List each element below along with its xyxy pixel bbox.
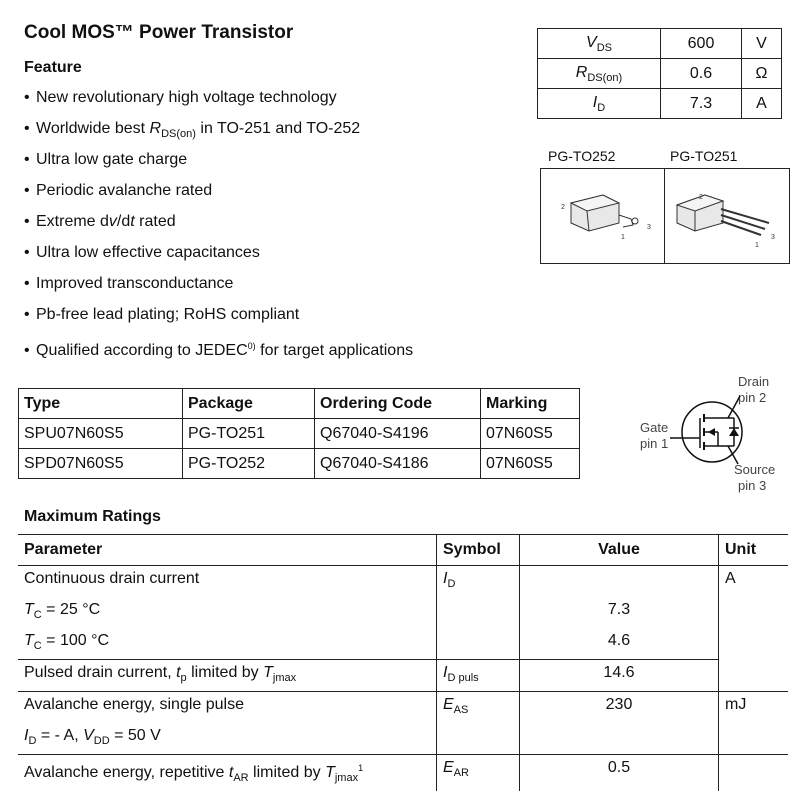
package-images <box>540 168 790 264</box>
table-row: SPU07N60S5 PG-TO251 Q67040-S4196 07N60S5 <box>19 419 580 449</box>
max-ratings-heading: Maximum Ratings <box>24 508 161 525</box>
feature-item: • Extreme dv/dt rated <box>24 213 176 230</box>
page-title: Cool MOS™ Power Transistor <box>24 22 294 43</box>
table-row: $T_C = 25$ °C 7.3 <box>18 597 788 628</box>
feature-item: • Ultra low effective capacitances <box>24 244 260 261</box>
package-label-to251: PG-TO251 <box>670 148 738 164</box>
package-label-to252: PG-TO252 <box>548 148 616 164</box>
svg-text:1: 1 <box>755 242 759 249</box>
feature-item: • Pb-free lead plating; RoHS compliant <box>24 306 300 323</box>
feature-item: • New revolutionary high voltage technology <box>24 89 337 106</box>
feature-item: • Qualified according to JEDEC$^{0)}$ for target applications <box>24 341 414 359</box>
mosfet-symbol <box>630 370 795 500</box>
drain-pin-label: pin 2 <box>738 390 767 405</box>
svg-text:2: 2 <box>699 194 703 201</box>
ordering-table <box>18 388 580 479</box>
svg-text:3: 3 <box>771 234 775 241</box>
table-row: $I_D$ = - A, $V_{DD} = 50$ V <box>18 723 788 755</box>
feature-item: • Improved transconductance <box>24 275 234 292</box>
feature-item: • Periodic avalanche rated <box>24 182 213 199</box>
source-label: Source <box>734 462 776 477</box>
feature-list <box>24 87 413 366</box>
to252-package-image <box>541 169 664 263</box>
table-row: $T_C = 100$ °C 4.6 <box>18 628 788 660</box>
max-ratings-table <box>18 534 788 791</box>
drain-label: Drain <box>738 374 770 389</box>
table-header-row: Parameter Symbol Value Unit <box>18 535 788 566</box>
to251-package-image <box>665 169 789 263</box>
key-specs-table <box>537 28 782 119</box>
table-row: Pulsed drain current, $t_p$ limited by $T_{jmax}$ $I_{D puls}$ 14.6 <box>18 660 788 692</box>
spec-row-id: $I_D$ 7.3 A <box>538 89 782 119</box>
table-row: SPD07N60S5 PG-TO252 Q67040-S4186 07N60S5 <box>19 449 580 479</box>
svg-text:1: 1 <box>621 234 625 241</box>
table-header-row: Type Package Ordering Code Marking <box>19 389 580 419</box>
gate-pin-label: pin 1 <box>640 436 669 451</box>
feature-item: • Ultra low gate charge <box>24 151 188 168</box>
gate-label: Gate <box>640 420 669 435</box>
table-row: Continuous drain current $I_D$ A <box>18 566 788 598</box>
spec-row-rds: $R_{DS(on)}$ 0.6 Ω <box>538 59 782 89</box>
source-pin-label: pin 3 <box>738 478 767 493</box>
spec-row-vds: $V_{DS}$ 600 V <box>538 29 782 59</box>
feature-heading: Feature <box>24 59 82 76</box>
svg-text:2: 2 <box>561 204 565 211</box>
table-row: Avalanche energy, single pulse $E_{AS}$ 230 mJ <box>18 692 788 724</box>
svg-text:3: 3 <box>647 224 651 231</box>
feature-item: • Worldwide best $R_{DS(on)}$ in TO-251 and TO-252 <box>24 120 361 140</box>
table-row: Avalanche energy, repetitive $t_{AR}$ limited by $T_{jmax}^1$ $E_{AR}$ 0.5 <box>18 755 788 792</box>
